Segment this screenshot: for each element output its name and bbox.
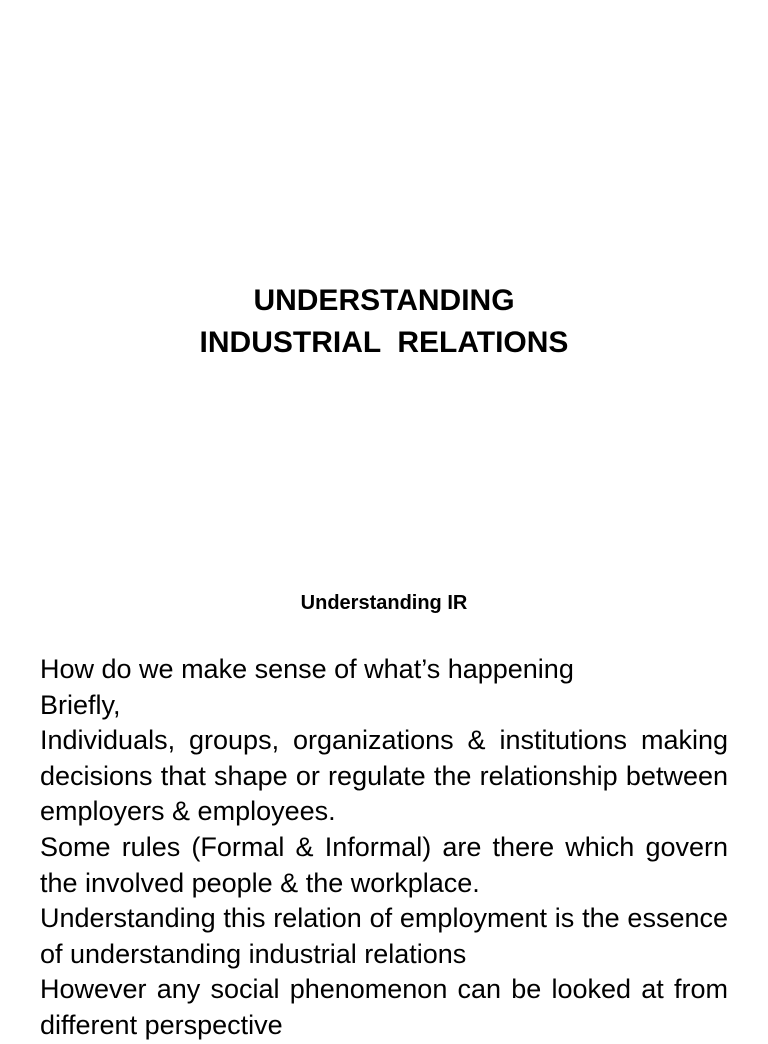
slide-title [0,280,768,364]
paragraph-6: However any social phenomenon can be looked at from different perspective [40,974,728,1040]
paragraph-1: How do we make sense of what’s happening [40,654,574,684]
title-line-1: UNDERSTANDING [253,284,515,317]
section-heading: Understanding IR [300,592,468,614]
paragraph-4: Some rules (Formal & Informal) are there which govern the involved people & the workplace. [40,831,728,898]
paragraph-2: Briefly, [40,689,121,720]
title-line-2: INDUSTRIAL RELATIONS [199,326,569,359]
body-text [40,652,728,1044]
paragraph-5: Understanding this relation of employment is the essence of understanding industrial relations [40,903,728,969]
paragraph-3: Individuals, groups, organizations & institutions making decisions that shape or regulate the relationship between employers & employees. [40,725,728,827]
